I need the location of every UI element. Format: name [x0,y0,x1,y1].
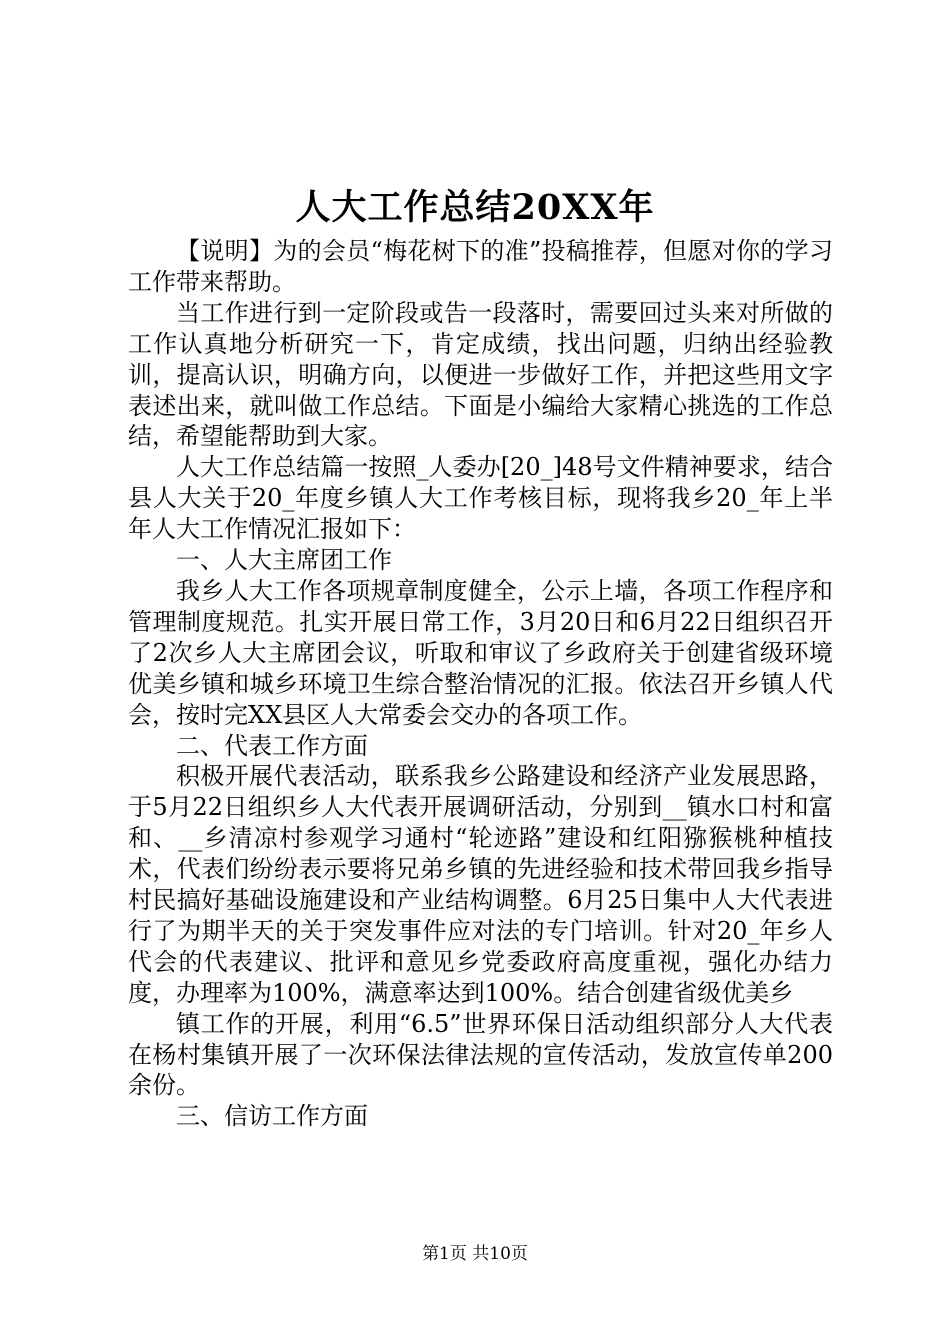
document-title: 人大工作总结20XX年 [295,187,655,228]
section-heading-presidium: 一、人大主席团工作 [176,546,392,575]
document-body [128,236,833,1132]
paragraph-deputies-continued: 镇工作的开展，利用“6.5”世界环保日活动组织部分人大代表在杨村集镇开展了一次环保法律法规的宣传活动，发放宣传单200余份。 [128,1009,833,1100]
section-heading-petitions: 三、信访工作方面 [176,1102,368,1131]
paragraph-presidium: 我乡人大工作各项规章制度健全，公示上墙，各项工作程序和管理制度规范。扎实开展日常工作，3月20日和6月22日组织召开了2次乡人大主席团会议，听取和审议了乡政府关于创建省级环境优美乡镇和城乡环境卫生综合整治情况的汇报。依法召开乡镇人代会，按时完XX县区人大常委会交办的各项工作。 [128,576,833,729]
paragraph-overview: 人大工作总结篇一按照_人委办[20_]48号文件精神要求，结合县人大关于20_年度乡镇人大工作考核目标，现将我乡20_年上半年人大工作情况汇报如下： [128,453,833,544]
paragraph-deputies: 积极开展代表活动，联系我乡公路建设和经济产业发展思路，于5月22日组织乡人大代表开展调研活动，分别到__镇水口村和富和、__乡清凉村参观学习通村“轮迹路”建设和红阳猕猴桃种植技术，代表们纷纷表示要将兄弟乡镇的先进经验和技术带回我乡指导村民搞好基础设施建设和产业结构调整。6月25日集中人大代表进行了为期半天的关于突发事件应对法的专门培训。针对20_年乡人代会的代表建议、批评和意见乡党委政府高度重视，强化办结力度，办理率为100%，满意率达到100%。结合创建省级优美乡 [128,762,833,1007]
paragraph-intro: 当工作进行到一定阶段或告一段落时，需要回过头来对所做的工作认真地分析研究一下，肯定成绩，找出问题，归纳出经验教训，提高认识，明确方向，以便进一步做好工作，并把这些用文字表述出来，就叫做工作总结。下面是小编给大家精心挑选的工作总结，希望能帮助到大家。 [128,298,833,451]
section-heading-deputies: 二、代表工作方面 [176,731,368,760]
paragraph-note: 【说明】为的会员“梅花树下的准”投稿推荐，但愿对你的学习工作带来帮助。 [128,237,833,296]
page-footer: 第1页 共10页 [422,1244,528,1264]
